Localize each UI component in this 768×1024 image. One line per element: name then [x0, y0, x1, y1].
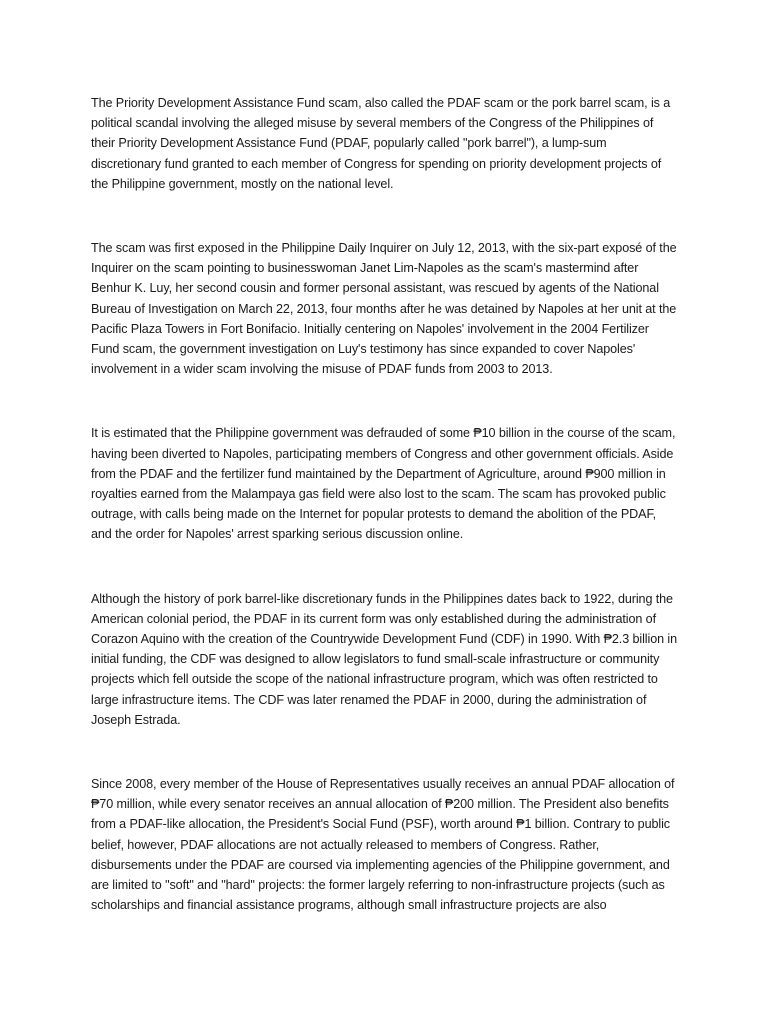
paragraph-5: Since 2008, every member of the House of Representatives usually receives an annual PDAF allocation of ₱70 million, while every senator receives an annual allocation of ₱200 million. The President also benefits from a PDAF-like allocation, the President's Social Fund (PSF), worth around ₱1 billion. Contrary to public belief, however, PDAF allocations are not actually released to members of Congress. Rather, disbursements under the PDAF are coursed via implementing agencies of the Philippine government, and are limited to "soft" and "hard" projects: the former largely referring to non-infrastructure projects (such as scholarships and financial assistance programs, although small infrastructure projects are also [91, 777, 675, 913]
document-body [91, 93, 679, 960]
paragraph-2: The scam was first exposed in the Philippine Daily Inquirer on July 12, 2013, with the six-part exposé of the Inquirer on the scam pointing to businesswoman Janet Lim-Napoles as the scam's mastermind after Benhur K. Luy, her second cousin and former personal assistant, was rescued by agents of the National Bureau of Investigation on March 22, 2013, four months after he was detained by Napoles at her unit at the Pacific Plaza Towers in Fort Bonifacio. Initially centering on Napoles' involvement in the 2004 Fertilizer Fund scam, the government investigation on Luy's testimony has since expanded to cover Napoles' involvement in a wider scam involving the misuse of PDAF funds from 2003 to 2013. [91, 241, 677, 377]
paragraph-4: Although the history of pork barrel-like discretionary funds in the Philippines dates back to 1922, during the American colonial period, the PDAF in its current form was only established during the administration of Corazon Aquino with the creation of the Countrywide Development Fund (CDF) in 1990. With ₱2.3 billion in initial funding, the CDF was designed to allow legislators to fund small-scale infrastructure or community projects which fell outside the scope of the national infrastructure program, which was often restricted to large infrastructure items. The CDF was later renamed the PDAF in 2000, during the administration of Joseph Estrada. [91, 591, 678, 727]
paragraph-1: The Priority Development Assistance Fund scam, also called the PDAF scam or the pork barrel scam, is a political scandal involving the alleged misuse by several members of the Congress of the Philippines of their Priority Development Assistance Fund (PDAF, popularly called "pork barrel"), a lump-sum discretionary fund granted to each member of Congress for spending on priority development projects of the Philippine government, mostly on the national level. [91, 96, 671, 191]
paragraph-3: It is estimated that the Philippine government was defrauded of some ₱10 billion in the course of the scam, having been diverted to Napoles, participating members of Congress and other government officials. Aside from the PDAF and the fertilizer fund maintained by the Department of Agriculture, around ₱900 million in royalties earned from the Malampaya gas field were also lost to the scam. The scam has provoked public outrage, with calls being made on the Internet for popular protests to demand the abolition of the PDAF, and the order for Napoles' arrest sparking serious discussion online. [91, 426, 676, 542]
